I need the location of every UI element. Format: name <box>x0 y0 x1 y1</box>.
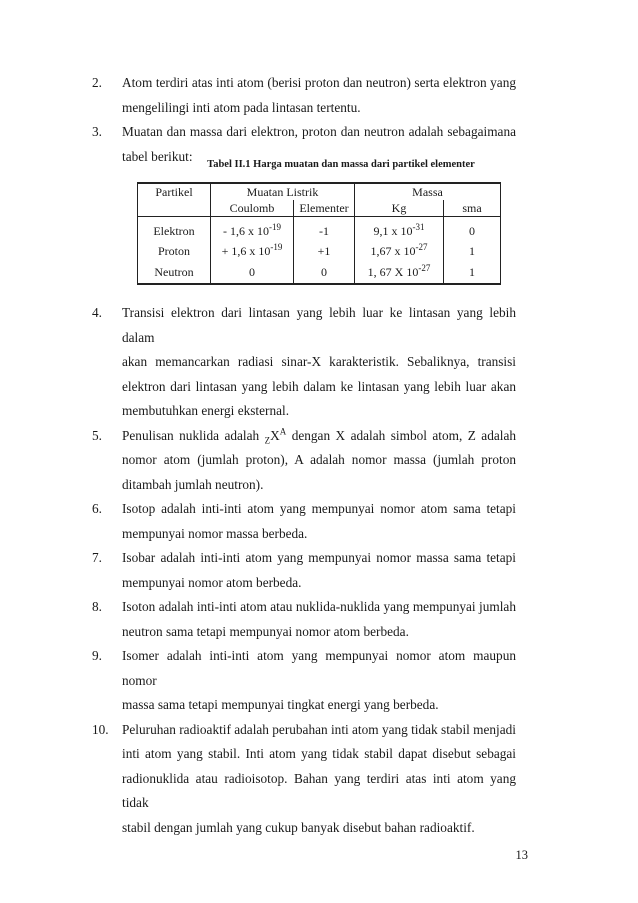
item-line: Isotop adalah inti-inti atom yang mempunyai nomor atom sama tetapi <box>122 501 516 516</box>
item-number: 3. <box>92 124 102 139</box>
table-subheader-row <box>138 200 501 217</box>
item-line: Isobar adalah inti-inti atom yang mempunyai nomor massa sama tetapi <box>122 550 516 565</box>
item-text <box>122 718 516 841</box>
item-number: 9. <box>92 648 102 663</box>
item-text <box>122 497 516 546</box>
header-kg: Kg <box>355 200 444 217</box>
item-line: Isoton adalah inti-inti atom atau nuklida-nuklida yang mempunyai jumlah <box>122 599 516 614</box>
item-number: 5. <box>92 427 102 443</box>
list-item-2 <box>0 71 638 120</box>
item-line: Atom terdiri atas inti atom (berisi proton dan neutron) serta elektron yang <box>122 75 516 90</box>
list-item-6 <box>0 497 638 546</box>
cell-sma: 1 <box>444 261 501 284</box>
cell-kg: 1, 67 X $10^{-27}$ <box>355 261 444 284</box>
cell-kg: 1,67 x $10^{-27}$ <box>355 241 444 261</box>
header-mass: Massa <box>355 183 501 200</box>
header-particle: Partikel <box>138 183 211 200</box>
item-line: Muatan dan massa dari elektron, proton dan neutron adalah sebagaimana <box>122 124 516 139</box>
cell-elementer: -1 <box>294 217 355 242</box>
item-text <box>122 595 516 644</box>
header-particle-blank <box>138 200 211 217</box>
item-line: mempunyai nomor atom berbeda. <box>122 574 302 590</box>
table-caption: Tabel II.1 Harga muatan dan massa dari partikel elementer <box>207 159 475 170</box>
list-item-5 <box>0 424 638 498</box>
item-line: tabel berikut: <box>122 148 193 164</box>
page-number: 13 <box>515 848 528 862</box>
cell-elementer: 0 <box>294 261 355 284</box>
item-line: akan memancarkan radiasi sinar-X karakteristik. Sebaliknya, transisi <box>122 354 516 369</box>
cell-particle: Elektron <box>138 217 211 242</box>
item-number: 4. <box>92 305 102 320</box>
list-bottom <box>0 301 638 840</box>
item-line: Transisi elektron dari lintasan yang lebih luar ke lintasan yang lebih dalam <box>122 305 516 345</box>
item-line: mempunyai nomor massa berbeda. <box>122 525 308 541</box>
particle-table <box>137 182 501 285</box>
table-row <box>138 217 501 242</box>
header-elementer: Elementer <box>294 200 355 217</box>
cell-kg: 9,1 x $10^{-31}$ <box>355 217 444 242</box>
item-number: 8. <box>92 599 102 614</box>
table-row <box>138 241 501 261</box>
item-text <box>122 301 516 424</box>
item-line: membutuhkan energi eksternal. <box>122 403 290 418</box>
item-line: ditambah jumlah neutron). <box>122 476 264 492</box>
item-line: Isomer adalah inti-inti atom yang mempunyai nomor atom maupun nomor <box>122 648 516 688</box>
item-text <box>122 424 516 498</box>
cell-sma: 0 <box>444 217 501 242</box>
item-line: mengelilingi inti atom pada lintasan tertentu. <box>122 99 361 115</box>
list-item-10 <box>0 718 638 841</box>
cell-elementer: +1 <box>294 241 355 261</box>
item-line: inti atom yang stabil. Inti atom yang tidak stabil dapat disebut sebagai <box>122 746 516 761</box>
item-line: stabil dengan jumlah yang cukup banyak disebut bahan radioaktif. <box>122 819 475 835</box>
item-line: elektron dari lintasan yang lebih dalam ke lintasan yang lebih luar akan <box>122 378 516 394</box>
item-number: 10. <box>92 721 109 737</box>
item-line: neutron sama tetapi mempunyai nomor atom berbeda. <box>122 623 409 639</box>
header-charge: Muatan Listrik <box>211 183 355 200</box>
cell-particle: Proton <box>138 241 211 261</box>
table-header-row <box>138 183 501 200</box>
list-top <box>0 71 638 169</box>
item-line-formula: Penulisan nuklida adalah $_ZX^A$ dengan X adalah simbol atom, Z adalah <box>122 426 517 446</box>
item-text <box>122 546 516 595</box>
header-sma: sma <box>444 200 501 217</box>
cell-coulomb: + 1,6 x $10^{-19}$ <box>211 241 294 261</box>
table-row <box>138 261 501 284</box>
list-item-9 <box>0 644 638 718</box>
list-item-8 <box>0 595 638 644</box>
item-number: 7. <box>92 550 102 565</box>
item-text <box>122 71 516 120</box>
item-number: 6. <box>92 501 102 516</box>
list-item-4 <box>0 301 638 424</box>
item-line: massa sama tetapi mempunyai tingkat energi yang berbeda. <box>122 697 439 712</box>
cell-coulomb: 0 <box>211 261 294 284</box>
item-line: Peluruhan radioaktif adalah perubahan inti atom yang tidak stabil menjadi <box>122 721 516 737</box>
cell-sma: 1 <box>444 241 501 261</box>
item-line: nomor atom (jumlah proton), A adalah nomor massa (jumlah proton <box>122 452 516 467</box>
list-item-7 <box>0 546 638 595</box>
item-number: 2. <box>92 75 102 90</box>
cell-coulomb: - 1,6 x $10^{-19}$ <box>211 217 294 242</box>
item-line: radionuklida atau radioisotop. Bahan yang terdiri atas inti atom yang tidak <box>122 770 516 810</box>
cell-particle: Neutron <box>138 261 211 284</box>
header-coulomb: Coulomb <box>211 200 294 217</box>
item-text <box>122 644 516 718</box>
